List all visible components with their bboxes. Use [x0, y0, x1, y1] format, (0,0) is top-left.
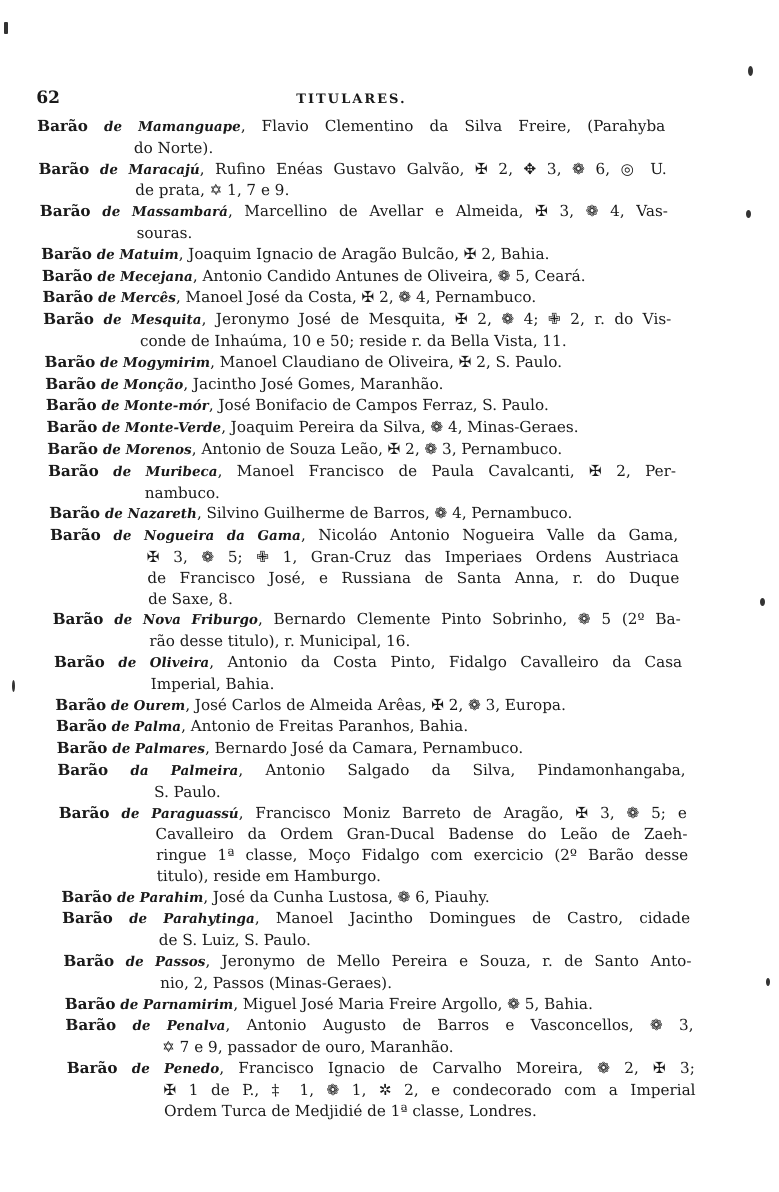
entry-rank: Barão: [45, 396, 97, 415]
entry-text: , José Carlos de Almeida Arêas, ✠ 2, ❁ 3, Europa.: [184, 695, 567, 714]
entry-text: , Bernardo Clemente Pinto Sobrinho, ❁ 5 (2º Ba-: [257, 610, 681, 629]
scan-speck: [748, 66, 753, 76]
list-item: [52, 609, 681, 652]
entry-text: S. Paulo.: [153, 782, 221, 801]
entry-text: ✡ 7 e 9, passador de ouro, Maranhão.: [161, 1038, 454, 1057]
entry-rank: Barão: [66, 1059, 118, 1078]
entry-rank: Barão: [40, 244, 93, 263]
entry-rank: Barão: [55, 695, 107, 714]
entry-text: do Norte).: [133, 138, 214, 157]
entry-text: , Manoel Francisco de Paula Cavalcanti, ✠ 2, Per-: [217, 461, 677, 480]
entry-continuation-line: [60, 866, 689, 887]
entry-text: Imperial, Bahia.: [150, 674, 275, 693]
list-item: [62, 908, 691, 951]
entry-title: de Mamanguape: [103, 119, 241, 135]
entry-first-line: [43, 309, 672, 331]
entry-rank: Barão: [53, 652, 105, 671]
list-item: [42, 266, 671, 288]
entry-first-line: [42, 266, 671, 288]
entry-continuation-line: [39, 180, 668, 201]
entry-text: , Joaquim Ignacio de Aragão Bulcão, ✠ 2, Bahia.: [178, 244, 550, 263]
entry-rank: Barão: [47, 439, 99, 458]
entry-first-line: [61, 887, 690, 909]
entry-continuation-line: [44, 331, 673, 352]
entry-rank: Barão: [63, 952, 115, 971]
entry-text: , Marcellino de Avellar e Almeida, ✠ 3, ❁ 4, Vas-: [227, 202, 669, 221]
entry-text: , Manoel José da Costa, ✠ 2, ❁ 4, Pernambuco.: [175, 288, 537, 307]
entry-first-line: [45, 374, 674, 396]
scan-speck: [12, 680, 15, 692]
entry-first-line: [65, 1015, 694, 1037]
scan-speck: [766, 978, 770, 986]
entry-text: de S. Luiz, S. Paulo.: [158, 931, 311, 950]
list-item: [38, 159, 667, 202]
entry-continuation-line: [59, 824, 688, 845]
entry-title: de Nazareth: [104, 506, 198, 523]
entry-title: de Maracajú: [99, 161, 200, 178]
entry-continuation-line: [67, 1080, 696, 1101]
entry-text: conde de Inhaúma, 10 e 50; reside r. da Bella Vista, 11.: [139, 331, 567, 350]
entry-text: rão desse titulo), r. Municipal, 16.: [149, 632, 411, 651]
entry-text: Ordem Turca de Medjidié de 1ª classe, Londres.: [163, 1101, 537, 1120]
entry-first-line: [42, 287, 671, 309]
entry-rank: Barão: [46, 418, 98, 437]
entry-title: de Palmares: [112, 741, 206, 758]
entry-rank: Barão: [65, 1016, 117, 1035]
page-number: 62: [36, 88, 61, 108]
entry-text: , Antonio de Freitas Paranhos, Bahia.: [180, 717, 469, 736]
list-item: [57, 760, 686, 803]
entry-title: de Parahim: [116, 889, 204, 906]
entry-title: de Passos: [125, 954, 206, 971]
entry-text: , Antonio Augusto de Barros e Vasconcellos, ❁ 3,: [225, 1016, 694, 1035]
entry-continuation-line: [53, 631, 682, 652]
entry-title: de Mogymirim: [99, 354, 211, 371]
entry-rank: Barão: [44, 352, 96, 371]
entry-continuation-line: [60, 845, 689, 866]
entry-first-line: [49, 503, 678, 525]
list-item: [61, 887, 690, 909]
entry-continuation-line: [52, 589, 681, 610]
list-item: [45, 374, 674, 396]
entry-text: Cavalleiro da Ordem Gran-Ducal Badense do Leão de Zaeh-: [155, 825, 688, 844]
entry-title: de Massambará: [102, 204, 229, 221]
entry-rank: Barão: [55, 717, 107, 736]
entry-first-line: [66, 1058, 695, 1080]
entry-text: ✠ 3, ❁ 5; ✙ 1, Gran-Cruz das Imperiaes Ordens Austriaca: [146, 547, 680, 566]
list-item: [56, 716, 685, 738]
entry-title: de Monte-mór: [101, 398, 210, 415]
entry-title: de Monção: [100, 376, 184, 393]
entry-first-line: [58, 803, 687, 825]
entry-text: souras.: [136, 223, 193, 242]
entry-text: , Antonio Candido Antunes de Oliveira, ❁ 5, Ceará.: [192, 266, 586, 285]
entry-text: , Nicoláo Antonio Nogueira Valle da Gama,: [300, 526, 679, 545]
entry-text: , Miguel José Maria Freire Argollo, ❁ 5, Bahia.: [232, 994, 594, 1013]
entry-title: de Mercês: [97, 290, 177, 307]
entry-continuation-line: [58, 782, 687, 803]
entry-first-line: [50, 525, 679, 547]
list-item: [55, 695, 684, 717]
entry-text: , Francisco Ignacio de Carvalho Moreira, ❁ 2, ✠ 3;: [218, 1059, 696, 1078]
entry-title: de Ourem: [110, 697, 186, 714]
entry-first-line: [54, 652, 683, 674]
entry-text: de Francisco José, e Russiana de Santa Anna, r. do Duque: [147, 568, 680, 587]
entry-rank: Barão: [49, 504, 101, 523]
entry-text: , Bernardo José da Camara, Pernambuco.: [204, 739, 524, 758]
entry-rank: Barão: [38, 159, 90, 178]
list-item: [66, 1058, 696, 1121]
entry-text: , Jeronymo de Mello Pereira e Souza, r. de Santo Anto-: [205, 952, 692, 971]
entry-first-line: [57, 760, 686, 782]
list-item: [41, 244, 670, 266]
entry-first-line: [48, 461, 677, 483]
page-header: [36, 88, 665, 112]
entry-title: de Palma: [111, 719, 182, 736]
entry-title: de Muribeca: [112, 463, 218, 480]
entry-text: nambuco.: [144, 483, 220, 502]
entry-first-line: [41, 244, 670, 266]
entry-text: , José Bonifacio de Campos Ferraz, S. Paulo.: [208, 396, 550, 415]
entry-first-line: [37, 116, 666, 138]
entry-title: de Nova Friburgo: [113, 612, 259, 629]
entry-continuation-line: [40, 223, 669, 244]
list-item: [58, 803, 689, 887]
entry-continuation-line: [38, 138, 667, 159]
entry-text: , Antonio Salgado da Silva, Pindamonhangaba,: [237, 760, 686, 779]
list-item: [56, 738, 685, 760]
list-item: [63, 951, 692, 994]
entry-text: , Rufino Enéas Gustavo Galvão, ✠ 2, ✥ 3, ❁ 6, ◎ U.: [199, 159, 667, 178]
list-item: [50, 525, 681, 609]
scan-speck: [746, 210, 751, 218]
entry-title: de Parnamirim: [120, 996, 234, 1013]
entry-rank: Barão: [42, 288, 94, 307]
entry-first-line: [40, 201, 669, 223]
entry-title: de Nogueira da Gama: [113, 528, 302, 545]
entry-rank: Barão: [58, 803, 110, 822]
entry-title: de Matuim: [96, 246, 179, 263]
entry-first-line: [64, 994, 693, 1016]
document-page: [36, 88, 696, 1121]
entry-continuation-line: [66, 1037, 695, 1058]
entry-rank: Barão: [56, 739, 108, 758]
entry-first-line: [38, 159, 667, 181]
entry-first-line: [44, 352, 673, 374]
entry-continuation-line: [68, 1101, 697, 1122]
entry-rank: Barão: [49, 526, 101, 545]
list-item: [42, 287, 671, 309]
entry-title: de Paraguassú: [121, 805, 239, 822]
scan-speck: [760, 598, 765, 606]
entry-text: , José da Cunha Lustosa, ❁ 6, Piauhy.: [202, 887, 490, 906]
scan-speck: [4, 22, 8, 34]
list-item: [49, 503, 678, 525]
entry-first-line: [55, 695, 684, 717]
entry-text: , Antonio da Costa Pinto, Fidalgo Cavalleiro da Casa: [208, 652, 683, 671]
entry-first-line: [56, 738, 685, 760]
entry-continuation-line: [54, 674, 683, 695]
entry-title: de Penedo: [131, 1061, 220, 1078]
entry-text: , Manoel Jacintho Domingues de Castro, cidade: [254, 909, 691, 928]
entry-text: , Francisco Moniz Barreto de Aragão, ✠ 3, ❁ 5; e: [238, 803, 688, 822]
entry-rank: Barão: [57, 760, 109, 779]
entry-text: , Silvino Guilherme de Barros, ❁ 4, Pernambuco.: [196, 504, 573, 523]
entry-rank: Barão: [42, 310, 95, 329]
entry-first-line: [62, 908, 691, 930]
entry-rank: Barão: [39, 202, 91, 221]
entry-title: da Palmeira: [130, 762, 239, 779]
entry-rank: Barão: [52, 610, 104, 629]
list-item: [46, 395, 675, 417]
list-item: [44, 352, 673, 374]
list-item: [65, 1015, 694, 1058]
entry-rank: Barão: [64, 994, 116, 1013]
entry-title: de Monte-Verde: [101, 420, 222, 437]
list-item: [48, 461, 677, 504]
entry-first-line: [56, 716, 685, 738]
entry-text: , Manoel Claudiano de Oliveira, ✠ 2, S. Paulo.: [209, 352, 563, 371]
entry-text: ringue 1ª classe, Moço Fidalgo com exercicio (2º Barão desse: [155, 846, 689, 865]
entry-first-line: [46, 417, 675, 439]
entry-text: , Flavio Clementino da Silva Freire, (Parahyba: [240, 117, 666, 135]
entry-text: de Saxe, 8.: [147, 589, 234, 608]
entry-title: de Penalva: [132, 1018, 226, 1035]
entry-text: nio, 2, Passos (Minas-Geraes).: [159, 973, 393, 992]
entry-text: , Joaquim Pereira da Silva, ❁ 4, Minas-Geraes.: [220, 418, 579, 437]
entry-rank: Barão: [61, 909, 114, 928]
list-item: [40, 201, 669, 244]
entry-text: titulo), reside em Hamburgo.: [156, 866, 382, 885]
entry-title: de Mecejana: [97, 268, 193, 285]
entry-text: , Jacintho José Gomes, Maranhão.: [182, 374, 444, 393]
entry-continuation-line: [51, 568, 680, 589]
entry-first-line: [63, 951, 692, 973]
entry-first-line: [46, 395, 675, 417]
entry-title: de Morenos: [102, 441, 192, 458]
list-item: [46, 417, 675, 439]
list-item: [47, 439, 676, 461]
list-item: [54, 652, 683, 695]
entry-continuation-line: [62, 930, 691, 951]
entry-title: de Oliveira: [118, 654, 210, 671]
entry-rank: Barão: [36, 117, 89, 135]
list-item: [37, 116, 666, 159]
entry-rank: Barão: [47, 461, 99, 480]
entry-continuation-line: [64, 973, 693, 994]
titles-list: [37, 116, 697, 1121]
entry-title: de Mesquita: [103, 312, 202, 329]
entry-text: de prata, ✡ 1, 7 e 9.: [134, 181, 290, 200]
entry-text: , Antonio de Souza Leão, ✠ 2, ❁ 3, Pernambuco.: [191, 439, 563, 458]
entry-text: , Jeronymo José de Mesquita, ✠ 2, ❁ 4; ✙ 2, r. do Vis-: [201, 310, 672, 329]
entry-continuation-line: [50, 547, 679, 568]
entry-rank: Barão: [61, 887, 113, 906]
entry-text: ✠ 1 de P., ‡ 1, ❁ 1, ✲ 2, e condecorado com a Imperial: [163, 1080, 696, 1099]
entry-rank: Barão: [45, 374, 97, 393]
entry-title: de Parahytinga: [128, 911, 255, 928]
entry-rank: Barão: [41, 266, 93, 285]
list-item: [64, 994, 693, 1016]
list-item: [43, 309, 672, 352]
entry-first-line: [47, 439, 676, 461]
entry-continuation-line: [48, 483, 677, 504]
running-title: TITULARES.: [296, 92, 407, 107]
entry-first-line: [52, 609, 681, 631]
